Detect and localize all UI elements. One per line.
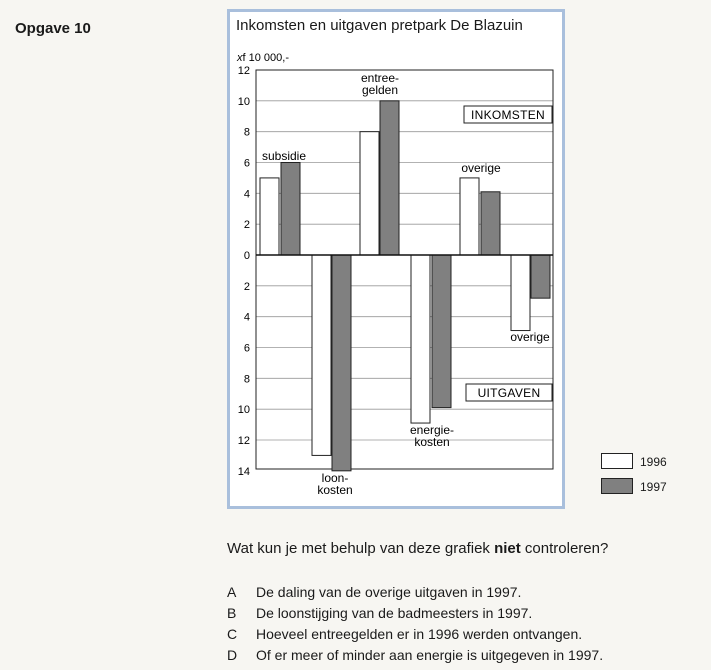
option-letter-b[interactable]: B [227, 605, 237, 621]
y-tick-top-6: 6 [243, 157, 250, 170]
expenses-section-label: UITGAVEN [477, 386, 541, 400]
category-label-income-0-0: subsidie [261, 149, 307, 163]
option-letter-c[interactable]: C [227, 626, 238, 642]
option-letter-a[interactable]: A [227, 584, 237, 600]
category-label-expenses-2-0: overige [510, 330, 550, 344]
y-tick-top-4: 4 [243, 188, 250, 201]
exercise-heading: Opgave 10 [15, 20, 91, 37]
category-label-expenses-1-0: energie- [409, 423, 455, 437]
chart-title: Inkomsten en uitgaven pretpark De Blazuin [236, 17, 523, 34]
legend-label-1997: 1997 [640, 480, 667, 494]
bar-expense-2-1996 [511, 255, 530, 331]
legend-swatch-1996 [601, 453, 633, 469]
bar-expense-2-1997 [531, 255, 550, 298]
y-tick-top-0: 0 [243, 250, 250, 262]
option-text-b[interactable]: De loonstijging van de badmeesters in 1997. [256, 605, 533, 621]
bar-income-2-1997 [481, 192, 500, 255]
y-tick-bottom-6: 6 [243, 342, 250, 355]
y-tick-bottom-4: 4 [243, 311, 250, 324]
bar-income-0-1997 [281, 163, 300, 256]
bar-expense-0-1997 [332, 255, 351, 471]
category-label-expenses-1-1: kosten [414, 435, 450, 449]
option-text-d[interactable]: Of er meer of minder aan energie is uitgegeven in 1997. [256, 647, 604, 663]
question-text: Wat kun je met behulp van deze grafiek niet controleren? [227, 540, 609, 557]
y-tick-bottom-8: 8 [243, 373, 250, 386]
y-tick-bottom-10: 10 [237, 404, 250, 417]
bar-income-0-1996 [260, 178, 279, 255]
bar-expense-1-1997 [432, 255, 451, 408]
y-tick-top-10: 10 [237, 95, 250, 108]
y-tick-top-2: 2 [243, 219, 250, 232]
category-label-income-1-1: gelden [361, 83, 399, 97]
bar-income-1-1997 [380, 101, 399, 255]
question-emphasis: niet [494, 540, 521, 557]
income-section-label: INKOMSTEN [470, 108, 546, 122]
y-tick-top-12: 12 [237, 65, 250, 77]
y-axis-label: xf 10 000,- [237, 52, 289, 64]
y-tick-bottom-12: 12 [237, 435, 250, 447]
legend-label-1996: 1996 [640, 455, 667, 469]
bar-income-2-1996 [460, 178, 479, 255]
option-text-a[interactable]: De daling van de overige uitgaven in 1997. [256, 584, 522, 600]
category-label-income-1-0: entree- [360, 71, 400, 85]
category-label-income-2-0: overige [461, 161, 501, 175]
y-tick-top-8: 8 [243, 126, 250, 139]
y-tick-bottom-14: 14 [237, 465, 250, 478]
legend-swatch-1997 [601, 478, 633, 494]
bar-expense-0-1996 [312, 255, 331, 455]
bar-income-1-1996 [360, 132, 379, 255]
option-letter-d[interactable]: D [227, 647, 238, 663]
option-text-c[interactable]: Hoeveel entreegelden er in 1996 werden ontvangen. [256, 626, 583, 642]
bar-expense-1-1996 [411, 255, 430, 423]
category-label-expenses-0-1: kosten [317, 483, 353, 497]
category-label-expenses-0-0: loon- [321, 471, 349, 485]
y-tick-bottom-2: 2 [243, 280, 250, 293]
